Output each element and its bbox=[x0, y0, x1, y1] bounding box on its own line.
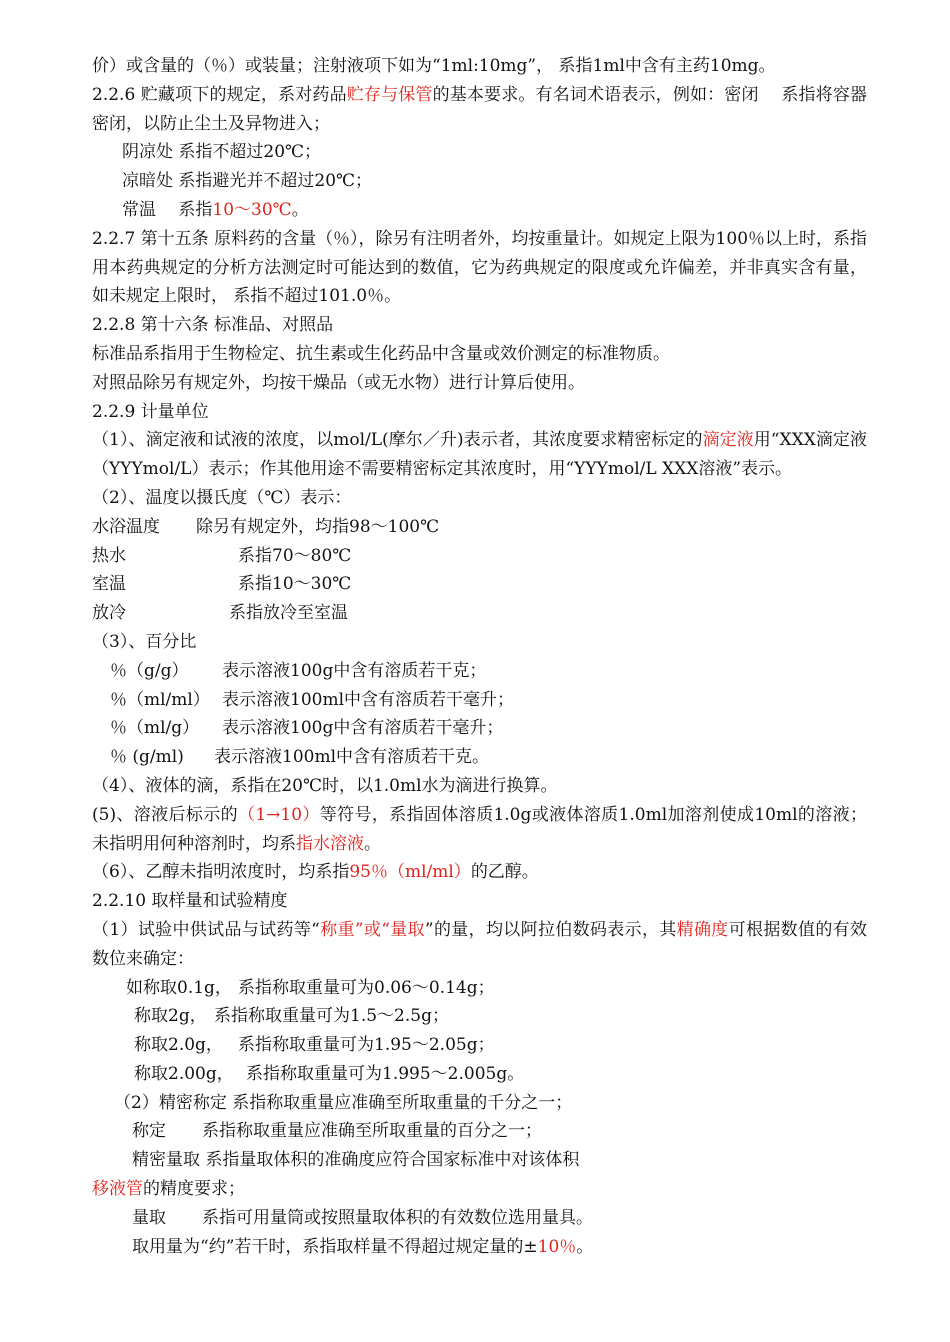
term: 热水 bbox=[92, 545, 126, 566]
text: 的基本要求。有名词术语表示，例如：密闭 系指将容器密闭，以防止尘土及异物进入； bbox=[92, 84, 867, 134]
term: ％（ml/ml） bbox=[110, 689, 210, 710]
text-line bbox=[92, 657, 867, 686]
definition: 除另有规定外，均指98～100℃ bbox=[196, 516, 440, 537]
document-body bbox=[92, 52, 867, 1261]
text-line: 凉暗处 系指避光并不超过20℃； bbox=[122, 171, 373, 192]
text-line bbox=[92, 858, 867, 887]
definition: 系指称取重量可为1.5～2.5g； bbox=[214, 1006, 449, 1027]
text-line bbox=[92, 570, 867, 599]
text-line bbox=[92, 599, 867, 628]
highlight-text: 指水溶液 bbox=[296, 833, 364, 854]
text: 。 bbox=[576, 1236, 594, 1257]
highlight-text: 称重”或“量取 bbox=[319, 919, 425, 940]
highlight-text: 95％（ml/ml） bbox=[349, 862, 471, 883]
highlight-text: 贮存与保管 bbox=[346, 84, 433, 105]
text-line: （4）、液体的滴，系指在20℃时，以1.0ml水为滴进行换算。 bbox=[92, 775, 558, 796]
text: (5)、溶液后标示的 bbox=[92, 804, 238, 825]
text: 。 bbox=[364, 833, 381, 854]
text: （1）试验中供试品与试药等“ bbox=[92, 919, 320, 940]
text-line bbox=[92, 974, 867, 1003]
highlight-text: 10～30℃ bbox=[212, 199, 292, 220]
definition: 系指10～30℃ bbox=[238, 574, 352, 595]
term: 称取2.0g， bbox=[134, 1035, 223, 1056]
term: ％ (g/ml) bbox=[110, 747, 184, 768]
text-line: 阴凉处 系指不超过20℃； bbox=[122, 142, 322, 163]
text: （1）、滴定液和试液的浓度，以mol/L(摩尔／升)表示者，其浓度要求精密标定的 bbox=[92, 430, 703, 451]
section-2-2-8-heading: 2.2.8 第十六条 标准品、对照品 bbox=[92, 315, 334, 336]
term: 如称取0.1g， bbox=[126, 977, 232, 998]
text: 取用量为“约”若干时，系指取样量不得超过规定量的± bbox=[132, 1236, 538, 1257]
definition: 系指70～80℃ bbox=[238, 545, 352, 566]
definition: 表示溶液100ml中含有溶质若干毫升； bbox=[222, 689, 515, 710]
highlight-text: 移液管 bbox=[92, 1179, 143, 1200]
section-2-2-6 bbox=[92, 81, 867, 139]
definition: 系指称取重量可为0.06～0.14g； bbox=[238, 977, 495, 998]
text: 常温 系指 bbox=[122, 199, 213, 220]
definition: 系指可用量筒或按照量取体积的有效数位选用量具。 bbox=[202, 1207, 593, 1228]
text-line: 对照品除另有规定外，均按干燥品（或无水物）进行计算后使用。 bbox=[92, 372, 585, 393]
text-line bbox=[92, 196, 867, 225]
definition: 表示溶液100g中含有溶质若干毫升； bbox=[222, 718, 504, 739]
text: 用“XXX滴定液（YYYmol/L）表示；作其他用途不需要精密标定其浓度时，用“YYYmol/L XXX溶液”表示。 bbox=[92, 430, 867, 480]
text-line bbox=[92, 1117, 867, 1146]
text: 可根据数值的有效数位来确定： bbox=[92, 919, 867, 969]
text: 2.2.6 贮藏项下的规定，系对药品 bbox=[92, 84, 347, 105]
text-paragraph bbox=[92, 426, 867, 484]
text-line bbox=[92, 1060, 867, 1089]
text-line bbox=[92, 686, 867, 715]
term: 放冷 bbox=[92, 603, 126, 624]
term: ％（g/g） bbox=[110, 660, 189, 681]
text: 。 bbox=[291, 199, 309, 220]
text-paragraph bbox=[92, 916, 867, 974]
text-line bbox=[92, 743, 867, 772]
definition: 系指称取重量可为1.995～2.005g。 bbox=[246, 1063, 525, 1084]
text-line bbox=[92, 1175, 867, 1204]
text-line bbox=[92, 1233, 867, 1262]
text-line: （2）精密称定 系指称取重量应准确至所取重量的千分之一； bbox=[114, 1092, 573, 1113]
term: 量取 bbox=[132, 1207, 166, 1228]
definition: 系指放冷至室温 bbox=[229, 603, 348, 624]
text-paragraph bbox=[92, 801, 867, 859]
highlight-text: 精确度 bbox=[676, 919, 729, 940]
highlight-text: 滴定液 bbox=[702, 430, 754, 451]
section-2-2-9-heading: 2.2.9 计量单位 bbox=[92, 401, 209, 422]
section-2-2-7: 2.2.7 第十五条 原料药的含量（％），除另有注明者外，均按重量计。如规定上限为100％以上时，系指用本药典规定的分析方法测定时可能达到的数值，它为药典规定的限度或允许偏差，并非真实含有量，如未规定上限时， 系指不超过101.0％。 bbox=[92, 228, 867, 307]
text-line bbox=[92, 1204, 867, 1233]
text-line: 精密量取 系指量取体积的准确度应符合国家标准中对该体积 bbox=[132, 1150, 580, 1171]
text: 等符号，系指固体溶质1.0g或液体溶质1.0ml加溶剂使成10ml的溶液；未指明用何种溶剂时，均系 bbox=[92, 804, 867, 854]
text: 的乙醇。 bbox=[470, 862, 539, 883]
text: 的精度要求； bbox=[143, 1179, 245, 1200]
text: ”的量，均以阿拉伯数码表示，其 bbox=[424, 919, 677, 940]
text-line bbox=[92, 714, 867, 743]
text-line bbox=[92, 1002, 867, 1031]
definition: 系指称取重量可为1.95～2.05g； bbox=[238, 1035, 495, 1056]
highlight-text: 10％ bbox=[537, 1236, 577, 1257]
section-2-2-10-heading: 2.2.10 取样量和试验精度 bbox=[92, 891, 288, 912]
text-line: （3）、百分比 bbox=[92, 631, 197, 652]
term: 水浴温度 bbox=[92, 516, 160, 537]
term: 室温 bbox=[92, 574, 126, 595]
term: ％（ml/g） bbox=[110, 718, 200, 739]
text-line: （2）、温度以摄氏度（℃）表示： bbox=[92, 487, 352, 508]
definition: 表示溶液100g中含有溶质若干克； bbox=[222, 660, 487, 681]
definition: 表示溶液100ml中含有溶质若干克。 bbox=[214, 747, 490, 768]
highlight-text: （1→10） bbox=[238, 804, 320, 825]
text-line: 标准品系指用于生物检定、抗生素或生化药品中含量或效价测定的标准物质。 bbox=[92, 343, 670, 364]
text: （6）、乙醇未指明浓度时，均系指 bbox=[92, 862, 350, 883]
text-line bbox=[92, 513, 867, 542]
definition: 系指称取重量应准确至所取重量的百分之一； bbox=[202, 1121, 542, 1142]
term: 称取2g， bbox=[134, 1006, 207, 1027]
term: 称取2.00g， bbox=[134, 1063, 234, 1084]
text-line bbox=[92, 542, 867, 571]
text-line: 价）或含量的（％）或装量；注射液项下如为“1ml:10mg”， 系指1ml中含有主药10mg。 bbox=[92, 56, 776, 76]
term: 称定 bbox=[132, 1121, 166, 1142]
text-line bbox=[92, 1031, 867, 1060]
